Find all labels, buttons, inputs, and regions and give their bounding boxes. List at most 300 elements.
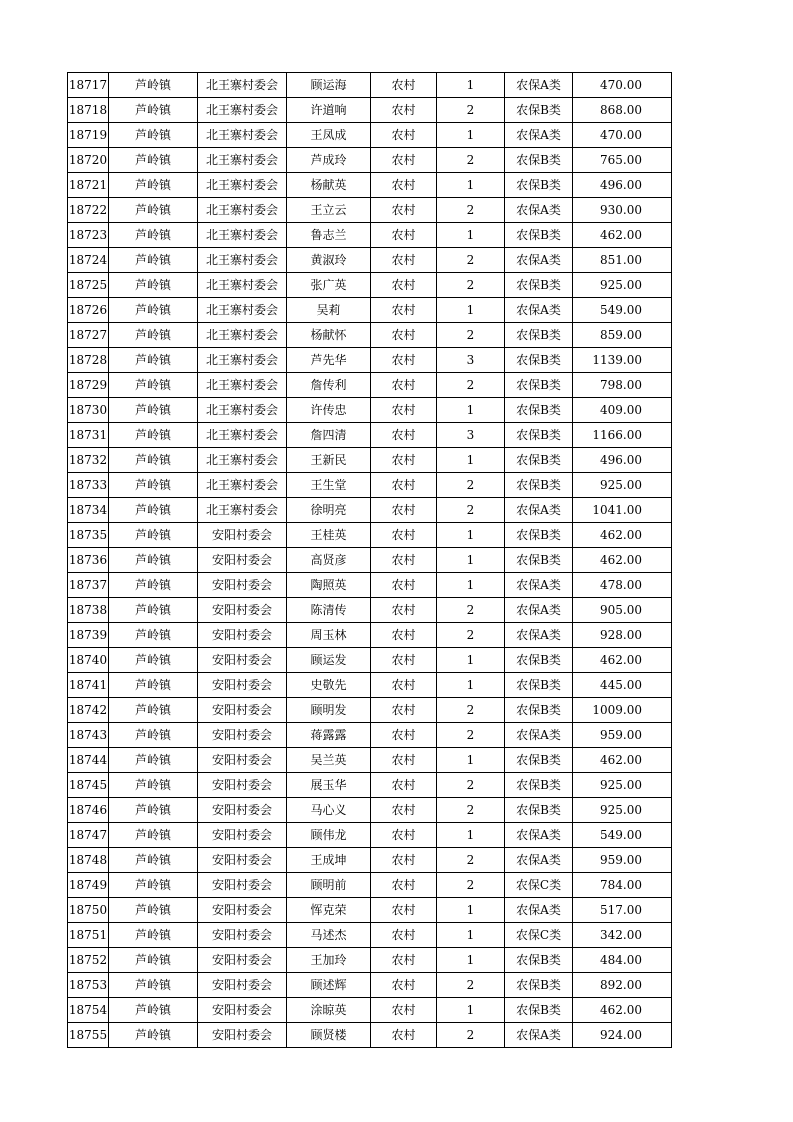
serial-cell: 18723	[68, 223, 109, 248]
category-cell: 农保B类	[505, 548, 573, 573]
member-count-cell: 1	[437, 73, 505, 98]
town-cell: 芦岭镇	[109, 723, 198, 748]
serial-cell: 18724	[68, 248, 109, 273]
category-cell: 农保B类	[505, 773, 573, 798]
serial-cell: 18754	[68, 998, 109, 1023]
name-cell: 顾述辉	[287, 973, 371, 998]
amount-cell: 925.00	[573, 773, 672, 798]
table-row	[68, 73, 672, 98]
amount-cell: 925.00	[573, 798, 672, 823]
village-cell: 安阳村委会	[198, 798, 287, 823]
village-cell: 安阳村委会	[198, 873, 287, 898]
member-count-cell: 1	[437, 673, 505, 698]
amount-cell: 925.00	[573, 273, 672, 298]
village-cell: 北王寨村委会	[198, 123, 287, 148]
serial-cell: 18737	[68, 573, 109, 598]
household-type-cell: 农村	[371, 273, 437, 298]
town-cell: 芦岭镇	[109, 248, 198, 273]
household-type-cell: 农村	[371, 523, 437, 548]
serial-cell: 18753	[68, 973, 109, 998]
serial-cell: 18735	[68, 523, 109, 548]
serial-cell: 18731	[68, 423, 109, 448]
town-cell: 芦岭镇	[109, 698, 198, 723]
town-cell: 芦岭镇	[109, 623, 198, 648]
serial-cell: 18726	[68, 298, 109, 323]
serial-cell: 18733	[68, 473, 109, 498]
village-cell: 安阳村委会	[198, 698, 287, 723]
serial-cell: 18752	[68, 948, 109, 973]
table-row	[68, 973, 672, 998]
serial-cell: 18729	[68, 373, 109, 398]
name-cell: 顾运发	[287, 648, 371, 673]
table-row	[68, 748, 672, 773]
member-count-cell: 2	[437, 598, 505, 623]
village-cell: 安阳村委会	[198, 598, 287, 623]
name-cell: 涂晾英	[287, 998, 371, 1023]
serial-cell: 18736	[68, 548, 109, 573]
town-cell: 芦岭镇	[109, 748, 198, 773]
member-count-cell: 1	[437, 748, 505, 773]
household-type-cell: 农村	[371, 348, 437, 373]
town-cell: 芦岭镇	[109, 898, 198, 923]
village-cell: 北王寨村委会	[198, 273, 287, 298]
village-cell: 安阳村委会	[198, 523, 287, 548]
amount-cell: 798.00	[573, 373, 672, 398]
amount-cell: 868.00	[573, 98, 672, 123]
household-type-cell: 农村	[371, 98, 437, 123]
town-cell: 芦岭镇	[109, 398, 198, 423]
amount-cell: 851.00	[573, 248, 672, 273]
category-cell: 农保B类	[505, 698, 573, 723]
serial-cell: 18751	[68, 923, 109, 948]
table-row	[68, 498, 672, 523]
village-cell: 安阳村委会	[198, 723, 287, 748]
member-count-cell: 1	[437, 523, 505, 548]
town-cell: 芦岭镇	[109, 773, 198, 798]
table-row	[68, 848, 672, 873]
household-type-cell: 农村	[371, 423, 437, 448]
amount-cell: 784.00	[573, 873, 672, 898]
category-cell: 农保A类	[505, 598, 573, 623]
name-cell: 顾伟龙	[287, 823, 371, 848]
member-count-cell: 1	[437, 398, 505, 423]
town-cell: 芦岭镇	[109, 973, 198, 998]
serial-cell: 18738	[68, 598, 109, 623]
household-type-cell: 农村	[371, 823, 437, 848]
town-cell: 芦岭镇	[109, 423, 198, 448]
village-cell: 北王寨村委会	[198, 423, 287, 448]
serial-cell: 18734	[68, 498, 109, 523]
town-cell: 芦岭镇	[109, 273, 198, 298]
table-row	[68, 373, 672, 398]
table-row	[68, 298, 672, 323]
category-cell: 农保A类	[505, 823, 573, 848]
name-cell: 吴莉	[287, 298, 371, 323]
town-cell: 芦岭镇	[109, 848, 198, 873]
name-cell: 展玉华	[287, 773, 371, 798]
table-row	[68, 998, 672, 1023]
town-cell: 芦岭镇	[109, 98, 198, 123]
member-count-cell: 2	[437, 798, 505, 823]
table-row	[68, 323, 672, 348]
household-type-cell: 农村	[371, 398, 437, 423]
table-row	[68, 573, 672, 598]
category-cell: 农保B类	[505, 523, 573, 548]
town-cell: 芦岭镇	[109, 523, 198, 548]
village-cell: 安阳村委会	[198, 823, 287, 848]
name-cell: 鲁志兰	[287, 223, 371, 248]
category-cell: 农保A类	[505, 573, 573, 598]
amount-cell: 928.00	[573, 623, 672, 648]
serial-cell: 18742	[68, 698, 109, 723]
household-type-cell: 农村	[371, 123, 437, 148]
household-type-cell: 农村	[371, 323, 437, 348]
household-type-cell: 农村	[371, 223, 437, 248]
household-type-cell: 农村	[371, 848, 437, 873]
serial-cell: 18718	[68, 98, 109, 123]
amount-cell: 470.00	[573, 73, 672, 98]
amount-cell: 517.00	[573, 898, 672, 923]
name-cell: 许道响	[287, 98, 371, 123]
table-row	[68, 123, 672, 148]
amount-cell: 549.00	[573, 298, 672, 323]
village-cell: 北王寨村委会	[198, 148, 287, 173]
category-cell: 农保A类	[505, 123, 573, 148]
member-count-cell: 1	[437, 898, 505, 923]
category-cell: 农保A类	[505, 248, 573, 273]
table-row	[68, 98, 672, 123]
serial-cell: 18746	[68, 798, 109, 823]
name-cell: 芦成玲	[287, 148, 371, 173]
village-cell: 安阳村委会	[198, 573, 287, 598]
category-cell: 农保A类	[505, 73, 573, 98]
village-cell: 北王寨村委会	[198, 398, 287, 423]
village-cell: 北王寨村委会	[198, 448, 287, 473]
town-cell: 芦岭镇	[109, 123, 198, 148]
serial-cell: 18732	[68, 448, 109, 473]
category-cell: 农保B类	[505, 173, 573, 198]
serial-cell: 18725	[68, 273, 109, 298]
town-cell: 芦岭镇	[109, 573, 198, 598]
village-cell: 北王寨村委会	[198, 498, 287, 523]
member-count-cell: 2	[437, 848, 505, 873]
category-cell: 农保A类	[505, 848, 573, 873]
town-cell: 芦岭镇	[109, 173, 198, 198]
serial-cell: 18745	[68, 773, 109, 798]
member-count-cell: 2	[437, 698, 505, 723]
village-cell: 安阳村委会	[198, 648, 287, 673]
town-cell: 芦岭镇	[109, 1023, 198, 1048]
household-type-cell: 农村	[371, 498, 437, 523]
household-type-cell: 农村	[371, 698, 437, 723]
member-count-cell: 2	[437, 198, 505, 223]
town-cell: 芦岭镇	[109, 873, 198, 898]
amount-cell: 1041.00	[573, 498, 672, 523]
town-cell: 芦岭镇	[109, 498, 198, 523]
village-cell: 安阳村委会	[198, 998, 287, 1023]
member-count-cell: 2	[437, 473, 505, 498]
member-count-cell: 2	[437, 248, 505, 273]
category-cell: 农保B类	[505, 973, 573, 998]
table-row	[68, 773, 672, 798]
table-row	[68, 223, 672, 248]
amount-cell: 892.00	[573, 973, 672, 998]
category-cell: 农保B类	[505, 473, 573, 498]
amount-cell: 496.00	[573, 448, 672, 473]
table-row	[68, 798, 672, 823]
amount-cell: 930.00	[573, 198, 672, 223]
village-cell: 安阳村委会	[198, 948, 287, 973]
amount-cell: 462.00	[573, 548, 672, 573]
table-row	[68, 898, 672, 923]
member-count-cell: 2	[437, 148, 505, 173]
village-cell: 安阳村委会	[198, 1023, 287, 1048]
household-type-cell: 农村	[371, 298, 437, 323]
table-row	[68, 648, 672, 673]
member-count-cell: 2	[437, 623, 505, 648]
amount-cell: 484.00	[573, 948, 672, 973]
category-cell: 农保C类	[505, 873, 573, 898]
village-cell: 安阳村委会	[198, 623, 287, 648]
name-cell: 马述杰	[287, 923, 371, 948]
member-count-cell: 2	[437, 723, 505, 748]
category-cell: 农保B类	[505, 948, 573, 973]
name-cell: 顾明发	[287, 698, 371, 723]
household-type-cell: 农村	[371, 673, 437, 698]
amount-cell: 462.00	[573, 748, 672, 773]
member-count-cell: 1	[437, 998, 505, 1023]
table-row	[68, 423, 672, 448]
amount-cell: 859.00	[573, 323, 672, 348]
table-row	[68, 598, 672, 623]
amount-cell: 1139.00	[573, 348, 672, 373]
category-cell: 农保A类	[505, 498, 573, 523]
name-cell: 王生堂	[287, 473, 371, 498]
amount-cell: 925.00	[573, 473, 672, 498]
serial-cell: 18721	[68, 173, 109, 198]
serial-cell: 18719	[68, 123, 109, 148]
amount-cell: 924.00	[573, 1023, 672, 1048]
serial-cell: 18720	[68, 148, 109, 173]
serial-cell: 18741	[68, 673, 109, 698]
town-cell: 芦岭镇	[109, 348, 198, 373]
village-cell: 安阳村委会	[198, 973, 287, 998]
amount-cell: 462.00	[573, 648, 672, 673]
name-cell: 张广英	[287, 273, 371, 298]
amount-cell: 1009.00	[573, 698, 672, 723]
serial-cell: 18743	[68, 723, 109, 748]
serial-cell: 18744	[68, 748, 109, 773]
category-cell: 农保B类	[505, 648, 573, 673]
serial-cell: 18750	[68, 898, 109, 923]
member-count-cell: 2	[437, 773, 505, 798]
amount-cell: 342.00	[573, 923, 672, 948]
member-count-cell: 2	[437, 273, 505, 298]
serial-cell: 18717	[68, 73, 109, 98]
member-count-cell: 1	[437, 573, 505, 598]
category-cell: 农保B类	[505, 223, 573, 248]
name-cell: 王新民	[287, 448, 371, 473]
name-cell: 徐明亮	[287, 498, 371, 523]
town-cell: 芦岭镇	[109, 223, 198, 248]
table-row	[68, 698, 672, 723]
table-row	[68, 623, 672, 648]
household-type-cell: 农村	[371, 248, 437, 273]
village-cell: 北王寨村委会	[198, 473, 287, 498]
member-count-cell: 2	[437, 498, 505, 523]
table-row	[68, 198, 672, 223]
member-count-cell: 2	[437, 323, 505, 348]
name-cell: 顾贤楼	[287, 1023, 371, 1048]
town-cell: 芦岭镇	[109, 598, 198, 623]
member-count-cell: 2	[437, 98, 505, 123]
town-cell: 芦岭镇	[109, 198, 198, 223]
town-cell: 芦岭镇	[109, 798, 198, 823]
name-cell: 顾明前	[287, 873, 371, 898]
town-cell: 芦岭镇	[109, 298, 198, 323]
village-cell: 北王寨村委会	[198, 223, 287, 248]
town-cell: 芦岭镇	[109, 948, 198, 973]
amount-cell: 462.00	[573, 998, 672, 1023]
town-cell: 芦岭镇	[109, 473, 198, 498]
name-cell: 马心义	[287, 798, 371, 823]
village-cell: 安阳村委会	[198, 548, 287, 573]
amount-cell: 478.00	[573, 573, 672, 598]
serial-cell: 18722	[68, 198, 109, 223]
town-cell: 芦岭镇	[109, 998, 198, 1023]
table-row	[68, 923, 672, 948]
category-cell: 农保B类	[505, 673, 573, 698]
table-row	[68, 1023, 672, 1048]
table-row	[68, 473, 672, 498]
household-type-cell: 农村	[371, 723, 437, 748]
household-type-cell: 农村	[371, 873, 437, 898]
household-type-cell: 农村	[371, 473, 437, 498]
member-count-cell: 1	[437, 948, 505, 973]
serial-cell: 18749	[68, 873, 109, 898]
village-cell: 北王寨村委会	[198, 248, 287, 273]
name-cell: 陈清传	[287, 598, 371, 623]
household-type-cell: 农村	[371, 798, 437, 823]
serial-cell: 18740	[68, 648, 109, 673]
name-cell: 杨献英	[287, 173, 371, 198]
household-type-cell: 农村	[371, 648, 437, 673]
household-type-cell: 农村	[371, 148, 437, 173]
name-cell: 王加玲	[287, 948, 371, 973]
member-count-cell: 2	[437, 973, 505, 998]
table-row	[68, 548, 672, 573]
table-row	[68, 398, 672, 423]
category-cell: 农保A类	[505, 298, 573, 323]
member-count-cell: 2	[437, 873, 505, 898]
category-cell: 农保A类	[505, 723, 573, 748]
category-cell: 农保B类	[505, 998, 573, 1023]
household-type-cell: 农村	[371, 948, 437, 973]
town-cell: 芦岭镇	[109, 548, 198, 573]
village-cell: 北王寨村委会	[198, 298, 287, 323]
household-type-cell: 农村	[371, 623, 437, 648]
amount-cell: 462.00	[573, 223, 672, 248]
category-cell: 农保A类	[505, 1023, 573, 1048]
table-row	[68, 148, 672, 173]
household-type-cell: 农村	[371, 773, 437, 798]
table-row	[68, 348, 672, 373]
member-count-cell: 2	[437, 1023, 505, 1048]
town-cell: 芦岭镇	[109, 323, 198, 348]
serial-cell: 18728	[68, 348, 109, 373]
table-row	[68, 823, 672, 848]
name-cell: 史敬先	[287, 673, 371, 698]
table-row	[68, 273, 672, 298]
amount-cell: 959.00	[573, 848, 672, 873]
table-row	[68, 448, 672, 473]
town-cell: 芦岭镇	[109, 923, 198, 948]
name-cell: 杨献怀	[287, 323, 371, 348]
member-count-cell: 2	[437, 373, 505, 398]
category-cell: 农保B类	[505, 373, 573, 398]
town-cell: 芦岭镇	[109, 648, 198, 673]
category-cell: 农保C类	[505, 923, 573, 948]
household-type-cell: 农村	[371, 573, 437, 598]
amount-cell: 549.00	[573, 823, 672, 848]
member-count-cell: 1	[437, 298, 505, 323]
member-count-cell: 1	[437, 448, 505, 473]
table-row	[68, 523, 672, 548]
town-cell: 芦岭镇	[109, 448, 198, 473]
household-type-cell: 农村	[371, 448, 437, 473]
household-type-cell: 农村	[371, 73, 437, 98]
household-type-cell: 农村	[371, 1023, 437, 1048]
name-cell: 恽克荣	[287, 898, 371, 923]
village-cell: 安阳村委会	[198, 748, 287, 773]
village-cell: 北王寨村委会	[198, 198, 287, 223]
category-cell: 农保B类	[505, 323, 573, 348]
serial-cell: 18739	[68, 623, 109, 648]
village-cell: 安阳村委会	[198, 923, 287, 948]
table-row	[68, 673, 672, 698]
member-count-cell: 1	[437, 648, 505, 673]
amount-cell: 470.00	[573, 123, 672, 148]
amount-cell: 765.00	[573, 148, 672, 173]
table-row	[68, 723, 672, 748]
household-type-cell: 农村	[371, 598, 437, 623]
amount-cell: 496.00	[573, 173, 672, 198]
name-cell: 王桂英	[287, 523, 371, 548]
amount-cell: 409.00	[573, 398, 672, 423]
name-cell: 吴兰英	[287, 748, 371, 773]
name-cell: 詹四清	[287, 423, 371, 448]
member-count-cell: 3	[437, 348, 505, 373]
category-cell: 农保B类	[505, 148, 573, 173]
amount-cell: 959.00	[573, 723, 672, 748]
member-count-cell: 1	[437, 923, 505, 948]
name-cell: 顾运海	[287, 73, 371, 98]
household-type-cell: 农村	[371, 898, 437, 923]
member-count-cell: 1	[437, 823, 505, 848]
member-count-cell: 1	[437, 223, 505, 248]
village-cell: 北王寨村委会	[198, 373, 287, 398]
name-cell: 周玉林	[287, 623, 371, 648]
amount-cell: 905.00	[573, 598, 672, 623]
category-cell: 农保B类	[505, 348, 573, 373]
table-row	[68, 173, 672, 198]
village-cell: 安阳村委会	[198, 898, 287, 923]
household-type-cell: 农村	[371, 173, 437, 198]
town-cell: 芦岭镇	[109, 148, 198, 173]
category-cell: 农保B类	[505, 398, 573, 423]
village-cell: 北王寨村委会	[198, 98, 287, 123]
household-type-cell: 农村	[371, 373, 437, 398]
